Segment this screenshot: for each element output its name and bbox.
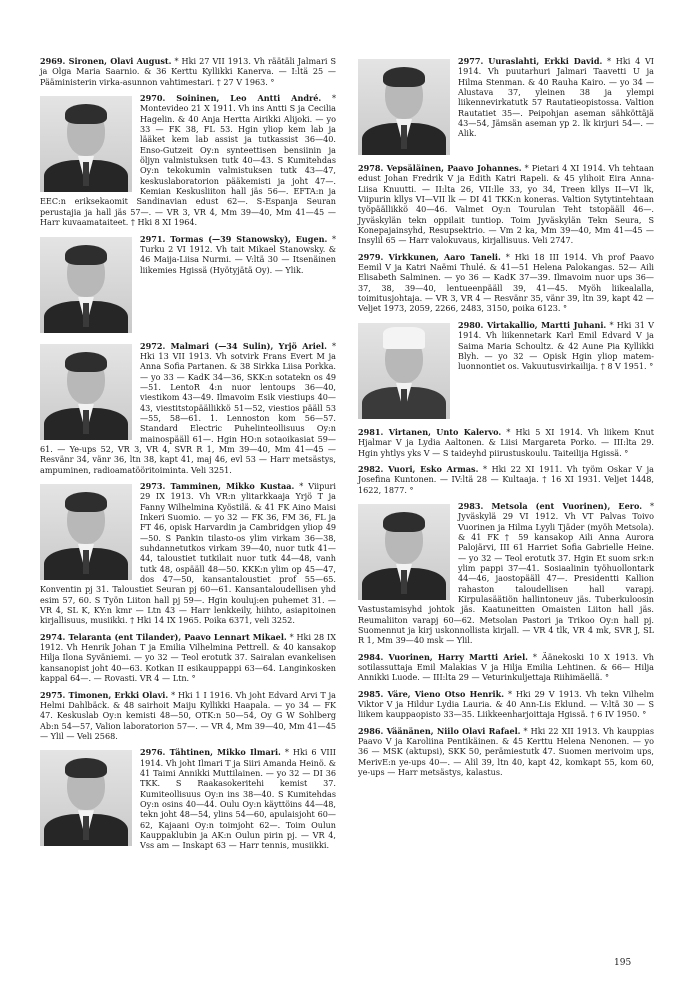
biography-entry [358, 320, 654, 421]
entry-heading: 2974. Telaranta (ent Tilander), Paavo Lennart Mikael. [40, 631, 287, 642]
entry-heading: 2976. Tähtinen, Mikko Ilmari. [140, 747, 281, 758]
portrait-photo-malmari [40, 344, 132, 440]
portrait-photo-virtakallio [358, 323, 450, 419]
portrait-photo-tormas [40, 237, 132, 333]
entry-text: * Hki 4 VI 1914. Vh puutarhuri Jalmari Taavetti U ja Hilma Stenman. & 40 Rauha Kairo. — yo 34 — Alustava 37, yleinen 38 ja ylempi liikennevirkatutk 57 Rautatieopistossa. Valtion Rautatiet 35—. Peipohjan aseman sähköttäjä 43—54, Jämsän aseman yp 2. lk kirjuri 54—. — Alik. [458, 56, 654, 139]
biography-entry [358, 163, 654, 246]
entry-text: * Hki 29 V 1913. Vh tekn Vilhelm Viktor V ja Hildur Lydia Lauria. & 40 Ann-Lis Eklund. — V:ltä 30 — S liikem kauppaopisto 33—35. Liikkeenharjoittaja Hgissä. † 6 IV 1950. ° [358, 688, 655, 720]
entry-heading: 2970. Soininen, Leo Antti André. [140, 93, 322, 104]
entry-text: * Hki 22 XI 1911. Vh työm Oskar V ja Josefina Kuntonen. — IV:ltä 28 — Kultaaja. † 16 XI 1931. Veljet 1448, 1622, 1877. ° [358, 463, 654, 495]
biography-entry [40, 341, 336, 475]
biography-entry [358, 252, 654, 314]
biography-entry [358, 689, 654, 720]
entry-heading: 2973. Tamminen, Mikko Kustaa. [140, 480, 295, 491]
entry-heading: 2972. Malmari (—34 Sulin), Yrjö Ariel. [140, 340, 327, 351]
biography-entry [358, 427, 654, 458]
portrait-photo-tamminen [40, 484, 132, 580]
entry-text: * Hki 6 VIII 1914. Vh joht Ilmari T ja Siiri Amanda Heinö. & 41 Taimi Annikki Muttilainen. — yo 32 — DI 36 TKK. S Raakasokeritehi kemist 37. Kumiteollisuus Oy:n ins 38—40. S Kumitehdas Oy:n osins 40—44. Oulu Oy:n käyttöins 44—48, tekn joht 48—54, ylins 54—60, apulaisjoht 60—62, Kajaani Oy:n toimjoht 62—. Toim Oulun Kauppaklubin ja AK:n Oulun pirin pj. — VR 4, Vss am — Inskapt 63 — Harr tennis, musiikki. [140, 747, 337, 851]
entry-text: * Hki 31 V 1914. Vh liikennetark Karl Emil Edvard V ja Saima Maria Schoultz. & 42 Aune Pia Kyllikki Blyh. — yo 32 — Opisk Hgin yliop matem-luonnontiet os. Vakuutusvirkailija. † 8 V 1951. ° [458, 319, 654, 372]
entry-heading: 2980. Virtakallio, Martti Juhani. [458, 319, 607, 330]
entry-heading: 2981. Virtanen, Unto Kalervo. [358, 426, 502, 437]
biography-entry [358, 56, 654, 157]
portrait-photo-metsola [358, 504, 450, 600]
biography-entry [358, 464, 654, 495]
portrait-photo-tahtinen [40, 750, 132, 846]
biography-entry [40, 56, 336, 87]
entry-text: * Hki 27 VII 1913. Vh räätäli Jalmari S ja Olga Maria Saarnio. & 36 Kerttu Kyllikki Kanerva. — I:ltä 25 — Pääministerin virka-asunnon vahtimestari. † 27 V 1963. ° [40, 56, 336, 87]
entry-text: * Äänekoski 10 X 1913. Vh sotilassuttaja Emil Malakias V ja Hilja Emilia Lehtinen. & 66— Hilja Annikki Luode. — III:lta 29 — Veturinkuljettaja Riihimäellä. ° [358, 651, 655, 683]
page-number: 195 [614, 958, 632, 968]
entry-heading: 2969. Sironen, Olavi August. [40, 56, 172, 66]
biography-entry [358, 652, 654, 683]
portrait-photo-uuraslahti [358, 59, 450, 155]
entry-heading: 2984. Vuorinen, Harry Martti Ariel. [358, 651, 528, 662]
entry-heading: 2977. Uuraslahti, Erkki David. [458, 56, 603, 66]
biography-entry [40, 93, 336, 227]
entry-heading: 2985. Väre, Vieno Otso Henrik. [358, 688, 505, 699]
entry-text: * Hki 22 XII 1913. Vh kauppias Paavo V ja Karoliina Pentikäinen. & 45 Kerttu Helena Nenonen. — yo 36 — MSK (aktupsi), SKK 50, perämiestutk 47. Suomen merivoim ups, MerivE:n ye-ups 40—. — Alil 39, ltn 40, kapt 42, komkapt 55, kom 60, ye-ups — Harr metsästys, kalastus. [358, 725, 654, 778]
biography-entry [40, 481, 336, 626]
biography-entry [40, 234, 336, 335]
entry-text: * Viipuri 29 IX 1913. Vh VR:n ylitarkkaaja Yrjö T ja Fanny Wilhelmina Kyöstilä. & 41 FK Aino Maisi Inkeri Suomio. — yo 32 — FK 36, FM 36, FL ja FT 46, opisk Harvardin ja Cambridgen yliop 49—50. S Pankin tilasto-os ylim virkam 36—38, suhdannetutkos virkam 39—40, nuor tutk 41—44, taloustiet tutkilait nuor tutk 44—48, vanh tutk 48, ospääll 48—50. KKK:n ylim op 45—47, dos 47—50, kansantaloustiet prof 55—65. Konventin pj 31. Taloustiet Seuran pj 60—61. Kansantaloudellisen yhd esim 57, 60. S Työn Liiton hall pj 59—. Hgin kouluj:en puhemet 31. — VR 4, SL K, KY:n kmr — Ltn 43 — Harr lenkkeily, hiihto, asiapitoinen kirjallisuus, musiikki. † Hki 14 IX 1965. Poika 6371, veli 3252. [40, 480, 336, 626]
entry-text: * Hki 18 III 1914. Vh prof Paavo Eemil V ja Katri Naëmi Thulé. & 41—51 Helena Palokangas. 52— Aili Elisabeth Salminen. — yo 36 — KadK 37—39. Ilmavoim nuor ups 36—37, 38, 39—40, lentueenpääll 39, 41—45. Myöh liikealalla, toimitusjohtaja. — VR 3, VR 4 — Resvänr 35, vänr 39, ltn 39, kapt 42 — Veljet 1973, 2059, 2266, 2483, 3150, poika 6123. ° [358, 251, 654, 314]
entry-text: * Hki 28 IX 1912. Vh Henrik Johan T ja Emilia Vilhelmina Pettrell. & 40 kansakop Hilja Ilona Syväniemi. — yo 32 — Teol erotutk 37. Sairalan evankelisen kansanopist joht 40—63. Kotkan II esikauppappi 63—64. Langinkosken kappal 64—. — Rovasti. VR 4 — Ltn. ° [40, 631, 336, 684]
entry-text: * Jyväskylä 29 VI 1912. Vh VT Palvas Toivo Vuorinen ja Hilma Lyyli Tjäder (myöh Metsola). & 41 FK † 59 kansakop Aili Anna Aurora Palojärvi, III 61 Harriet Sofia Gabrielle Heine. — yo 32 — Teol erotutk 37. Hgin Et suom srk:n ylim pappi 37—41. Sosiaalinin työhuollontark 44—46, jaostopääll 47—. Presidentti Kallion rahaston taloudellisen hall varapj. Kirpulasäätiön hallintoneuv jäs. Tuberkuloosin Vastustamisyhd johtok jäs. Kaatuneitten Omaisten Liiton hall jäs. Reumaliiton varapj 60—62. Metsolan Pastori ja Trikoo Oy:n hall pj. Suomennut ja kirj uskonnollista kirjall. — VR 4 tlk, VR 4 mk, SVR J, SL R 1, Mm 39—40 msk — Ylil. [358, 500, 654, 646]
entry-text: * Hki 1 I 1916. Vh joht Edvard Arvi T ja Helmi Dahlbäck. & 48 sairhoit Maiju Kyllikki Haapala. — yo 34 — FK 47. Keskuslab Oy:n kemisti 48—50, OTK:n 50—54, Oy G W Sohlberg Ab:n 54—57, Valion laboratorion 57—. — VR 4, Mm 39—40, Mm 41—45 — Ylil — Veli 2568. [40, 689, 336, 741]
entry-text: * Turku 2 VI 1912. Vh tait Mikael Stanowsky. & 46 Maija-Liisa Nurmi. — V:ltä 30 — Itsenäinen liikemies Hgissä (Hyötyjätä Oy). — Ylik. [140, 233, 336, 275]
entry-heading: 2978. Vepsäläinen, Paavo Johannes. [358, 163, 522, 173]
entry-heading: 2975. Timonen, Erkki Olavi. [40, 689, 169, 700]
left-column [40, 56, 336, 857]
biography-entry [40, 747, 336, 850]
biography-entry [358, 501, 654, 646]
biography-entry [40, 632, 336, 684]
entry-heading: 2983. Metsola (ent Vuorinen), Eero. [458, 500, 643, 511]
biography-entry [358, 726, 654, 778]
entry-text: * Hki 13 VII 1913. Vh sotvirk Frans Evert M ja Anna Sofia Partanen. & 38 Sirkka Liisa Porkka. — yo 33 — KadK 34—36, SKK:n sotatekn os 49—51. LentoR 4:n nuor lentoups 36—40, viestikom 43—49. Ilmavoim Esik viestiups 40—43, viestitstopäällikkö 51—52, viestios pääll 53—55, 58—61. 1. Lennoston kom 56—57. Standard Electric Puhelinteollisuus Oy:n mainospääll 61—. Hgin HO:n sotaoikasiat 59—61. — Ye-ups 52, VR 3, VR 4, SVR R 1, Mm 39—40, Mm 41—45 — Resvänr 34, vänr 36, ltn 38, kapt 41, maj 46, evl 53 — Harr metsästys, ampuminen, radioamatööritoiminta. Veli 3251. [40, 340, 336, 475]
entry-text: * Montevideo 21 X 1911. Vh ins Antti S ja Cecilia Hagelin. & 40 Anja Hertta Airikki Alijoki. — yo 33 — FK 38, FL 53. Hgin yliop kem lab ja lääket kem lab assist ja tutkassist 36—40. Enso-Gutzeit Oy:n synteettisen bensiinin ja öljyn valmistuksen tutk 40—43. S Kumitehdas Oy:n tekokumin valmistuksen tutk 43—47, keskuslaboratorion pääkemisti ja joht 47—. Kemian Keskusliiton hall jäs 56—. EFTA:n ja EEC:n eriksekaomit Sandinavian edust 62—. S-Espanja Seuran perustajia ja hall jäs 57—. — VR 3, VR 4, Mm 39—40, Mm 41—45 — Harr kuvaamataiteet. † Hki 8 XI 1964. [40, 93, 337, 228]
entry-heading: 2982. Vuori, Esko Armas. [358, 463, 479, 474]
entry-text: * Hki 5 XI 1914. Vh liikem Knut Hjalmar V ja Lydia Aaltonen. & Liisi Margareta Porko. — III:lta 29. Hgin yhtlys yks V — S taideyhd piirustuskoulu. Taiteilija Hgissä. ° [358, 426, 654, 458]
biography-entry [40, 690, 336, 742]
right-column [358, 56, 654, 783]
portrait-photo-soininen [40, 96, 132, 192]
entry-text: * Pietari 4 XI 1914. Vh tehtaan edust Johan Fredrik V ja Edith Katri Rapeli. & 45 ylihoit Eira Anna-Liisa Knuutti. — II:lta 26, VII:lle 33, yo 34, Treen kllys II—VI lk, Viipurin kllys VI—VII lk — DI 41 TKK:n koneras. Valtion Sytytintehtaan työpäällikkö 40—46. Valmet Oy:n Tourulan Teht tstopääll 46—. Jyväskylän tekn oppilait tuntiop. Toim Jyväskylän Tekn Seura, S Konepajainsyhd, Resupsektrio. — Vm 2 ka, Mm 39—40, Mm 41—45 — Insylil 65 — Harr valokuvaus, kirjallisuus. Veli 2747. [358, 163, 654, 246]
entry-heading: 2971. Tormas (—39 Stanowsky), Eugen. [140, 233, 328, 244]
entry-heading: 2979. Virkkunen, Aaro Taneli. [358, 251, 501, 262]
entry-heading: 2986. Väänänen, Niilo Olavi Rafael. [358, 725, 521, 736]
